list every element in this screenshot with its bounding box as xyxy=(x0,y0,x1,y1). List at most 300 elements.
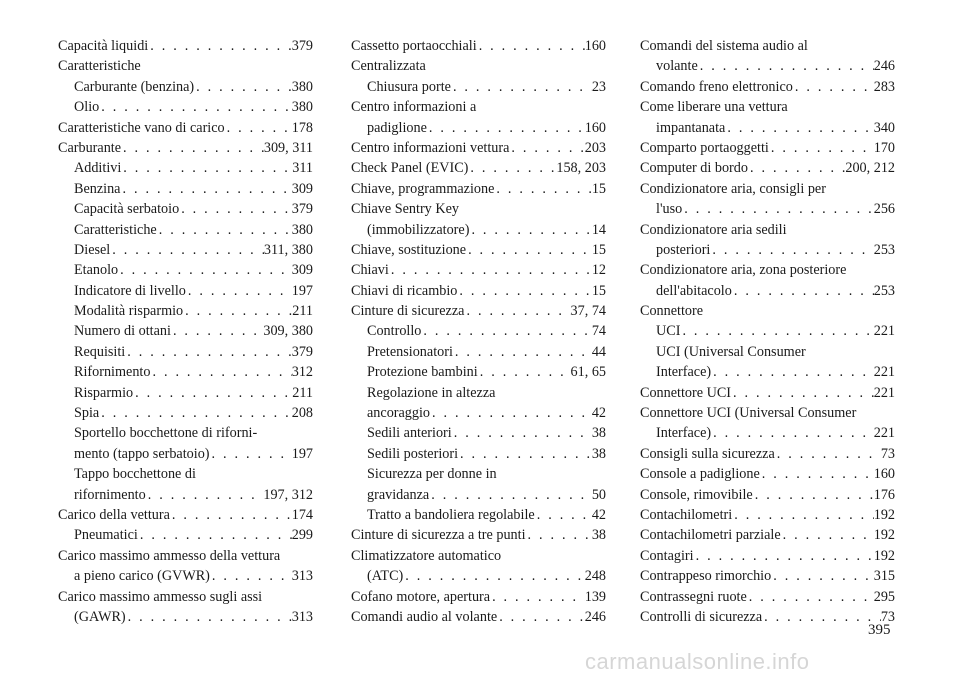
index-entry-label: Connettore xyxy=(640,303,704,320)
index-entry-label: (ATC) xyxy=(367,568,404,585)
dot-leader xyxy=(469,220,591,240)
index-entry-page: 221 xyxy=(873,364,895,381)
index-entry xyxy=(58,464,313,484)
index-entry-label: Climatizzatore automatico xyxy=(351,547,502,564)
dot-leader xyxy=(478,362,571,382)
dot-leader xyxy=(509,138,584,158)
index-entry-label: Capacità liquidi xyxy=(58,38,149,54)
dot-leader xyxy=(775,444,881,464)
index-entry-label: Console a padiglione xyxy=(640,466,760,483)
dot-leader xyxy=(682,199,874,219)
dot-leader xyxy=(725,118,873,138)
dot-leader xyxy=(490,587,585,607)
index-entry-page: 309, 311 xyxy=(263,139,313,156)
dot-leader xyxy=(427,118,585,138)
index-entry xyxy=(58,383,313,403)
dot-leader xyxy=(732,281,874,301)
index-entry-label: Olio xyxy=(74,99,100,116)
index-entry-page: 73 xyxy=(880,445,895,462)
index-entry-label: Requisiti xyxy=(74,343,126,360)
index-entry-label: Comandi audio al volante xyxy=(351,608,498,625)
index-entry-page: 313 xyxy=(291,568,313,585)
index-entry-label: Comando freno elettronico xyxy=(640,78,793,95)
index-column-3 xyxy=(640,36,895,627)
index-entry-page: 38 xyxy=(591,425,606,442)
index-entry xyxy=(351,118,606,138)
index-entry-label: Chiavi xyxy=(351,262,389,279)
dot-leader xyxy=(170,505,292,525)
index-entry-page: 380 xyxy=(291,99,313,116)
index-entry xyxy=(58,77,313,97)
index-entry xyxy=(58,220,313,240)
dot-leader xyxy=(110,240,264,260)
index-entry-label: Controllo xyxy=(367,323,422,340)
index-entry xyxy=(58,138,313,158)
dot-leader xyxy=(710,240,873,260)
index-entry xyxy=(58,118,313,138)
index-entry-label: Chiave Sentry Key xyxy=(351,201,459,218)
index-entry-label: Sicurezza per donne in xyxy=(367,466,497,483)
index-entry-label: Caratteristiche vano di carico xyxy=(58,119,225,136)
index-entry xyxy=(640,321,895,341)
index-entry xyxy=(58,525,313,545)
index-entry xyxy=(640,301,895,321)
index-entry xyxy=(640,464,895,484)
index-entry-label: Rifornimento xyxy=(74,364,151,381)
index-entry xyxy=(640,179,895,199)
dot-leader xyxy=(430,403,592,423)
index-entry-page: 256 xyxy=(873,201,895,218)
dot-leader xyxy=(118,260,292,280)
index-entry-page: 379 xyxy=(291,38,313,54)
page-number: 395 xyxy=(868,622,891,638)
index-column-2 xyxy=(351,36,606,627)
index-entry-page: 380 xyxy=(291,78,313,95)
index-entry-label: Check Panel (EVIC) xyxy=(351,160,469,177)
index-column-1 xyxy=(58,36,313,627)
dot-leader xyxy=(171,321,263,341)
dot-leader xyxy=(694,546,874,566)
index-entry-label: Centro informazioni a xyxy=(351,99,477,116)
index-entry-label: Regolazione in altezza xyxy=(367,384,496,401)
index-entry xyxy=(640,566,895,586)
index-entry-label: Protezione bambini xyxy=(367,364,478,381)
index-entry-page: 379 xyxy=(291,343,313,360)
index-entry xyxy=(640,342,895,362)
index-entry xyxy=(351,383,606,403)
index-entry-page: 313 xyxy=(291,608,313,625)
index-entry xyxy=(351,525,606,545)
index-entry xyxy=(351,77,606,97)
dot-leader xyxy=(494,179,591,199)
index-entry-label: (GAWR) xyxy=(74,608,126,625)
index-entry-label: Capacità serbatoio xyxy=(74,201,180,218)
dot-leader xyxy=(753,485,874,505)
index-entry-label: UCI (Universal Consumer xyxy=(656,343,806,360)
index-entry xyxy=(640,525,895,545)
index-entry-label: UCI xyxy=(656,323,681,340)
index-entry-label: Interface) xyxy=(656,425,712,442)
index-entry-page: 312 xyxy=(291,364,313,381)
index-entry xyxy=(640,281,895,301)
dot-leader xyxy=(711,362,874,382)
index-entry-label: Contrassegni ruote xyxy=(640,588,747,605)
index-entry-page: 211 xyxy=(292,384,313,401)
index-entry xyxy=(640,118,895,138)
dot-leader xyxy=(747,587,874,607)
index-entry xyxy=(58,97,313,117)
index-entry xyxy=(58,342,313,362)
index-entry-label: Condizionatore aria, consigli per xyxy=(640,180,826,197)
index-entry xyxy=(351,281,606,301)
index-entry-page: 221 xyxy=(873,323,895,340)
index-entry-label: Pneumatici xyxy=(74,527,138,544)
index-entry xyxy=(351,607,606,627)
index-entry xyxy=(640,403,895,423)
dot-leader xyxy=(186,281,292,301)
index-entry xyxy=(351,36,606,56)
dot-leader xyxy=(421,321,591,341)
dot-leader xyxy=(99,97,291,117)
index-entry-label: Centro informazioni vettura xyxy=(351,139,510,156)
index-entry-page: 211 xyxy=(292,303,313,320)
index-entry-label: Caratteristiche xyxy=(58,58,141,75)
dot-leader xyxy=(403,566,584,586)
index-entry-label: impantanata xyxy=(656,119,726,136)
index-entry-page: 380 xyxy=(291,221,313,238)
index-entry xyxy=(351,403,606,423)
index-entry xyxy=(58,566,313,586)
dot-leader xyxy=(760,464,874,484)
index-entry-label: dell'abitacolo xyxy=(656,282,732,299)
index-entry-page: 160 xyxy=(584,38,606,54)
index-entry-page: 42 xyxy=(591,405,606,422)
index-entry-label: Cinture di sicurezza a tre punti xyxy=(351,527,526,544)
dot-leader xyxy=(210,444,292,464)
index-entry-label: Carburante (benzina) xyxy=(74,78,195,95)
index-entry-label: Caratteristiche xyxy=(74,221,157,238)
dot-leader xyxy=(389,260,592,280)
index-entry xyxy=(640,505,895,525)
index-entry xyxy=(58,301,313,321)
index-entry xyxy=(351,220,606,240)
index-entry xyxy=(58,485,313,505)
index-entry xyxy=(640,56,895,76)
index-entry xyxy=(351,485,606,505)
index-entry xyxy=(351,56,606,76)
index-entry-label: Sedili anteriori xyxy=(367,425,452,442)
index-entry-page: 192 xyxy=(873,547,895,564)
index-entry-page: 176 xyxy=(873,486,895,503)
index-entry-label: Carico della vettura xyxy=(58,506,170,523)
index-entry-page: 15 xyxy=(591,241,606,258)
dot-leader xyxy=(121,138,264,158)
index-entry xyxy=(640,485,895,505)
index-entry-page: 170 xyxy=(873,139,895,156)
index-entry-page: 192 xyxy=(873,506,895,523)
index-entry xyxy=(351,260,606,280)
index-entry-label: rifornimento xyxy=(74,486,146,503)
dot-leader xyxy=(148,36,291,56)
index-entry-label: Indicatore di livello xyxy=(74,282,186,299)
index-entry-label: Tappo bocchettone di xyxy=(74,466,196,483)
index-entry-label: padiglione xyxy=(367,119,427,136)
index-entry-label: Contachilometri xyxy=(640,506,733,523)
index-entry-page: 44 xyxy=(591,343,606,360)
dot-leader xyxy=(146,485,264,505)
index-entry-label: Console, rimovibile xyxy=(640,486,753,503)
index-entry xyxy=(351,97,606,117)
index-entry-page: 197 xyxy=(291,282,313,299)
index-entry-page: 61, 65 xyxy=(570,364,606,381)
index-entry-label: ancoraggio xyxy=(367,405,431,422)
index-entry xyxy=(58,240,313,260)
dot-leader xyxy=(452,423,592,443)
dot-leader xyxy=(120,179,291,199)
index-entry-label: a pieno carico (GVWR) xyxy=(74,568,210,585)
index-entry-page: 295 xyxy=(873,588,895,605)
index-entry-page: 203 xyxy=(584,139,606,156)
index-entry-label: Chiusura porte xyxy=(367,78,451,95)
index-entry-page: 15 xyxy=(591,282,606,299)
index-entry xyxy=(640,77,895,97)
index-entry-page: 160 xyxy=(873,466,895,483)
index-entry-label: Centralizzata xyxy=(351,58,426,75)
index-entry xyxy=(351,342,606,362)
index-entry-page: 283 xyxy=(873,78,895,95)
index-entry xyxy=(351,321,606,341)
index-entry-page: 12 xyxy=(591,262,606,279)
dot-leader xyxy=(126,607,292,627)
index-entry-label: Carico massimo ammesso della vettura xyxy=(58,547,281,564)
dot-leader xyxy=(464,301,570,321)
index-entry-label: Computer di bordo xyxy=(640,160,748,177)
index-entry xyxy=(351,362,606,382)
index-entry-label: Chiave, sostituzione xyxy=(351,241,467,258)
dot-leader xyxy=(138,525,292,545)
index-entry-page: 246 xyxy=(873,58,895,75)
dot-leader xyxy=(457,281,591,301)
index-entry-label: Chiavi di ricambio xyxy=(351,282,458,299)
index-entry-label: Contrappeso rimorchio xyxy=(640,568,772,585)
index-entry-page: 246 xyxy=(584,608,606,625)
index-entry xyxy=(351,566,606,586)
dot-leader xyxy=(711,423,874,443)
index-entry-label: Etanolo xyxy=(74,262,119,279)
index-entry-page: 340 xyxy=(873,119,895,136)
index-entry xyxy=(640,587,895,607)
index-entry xyxy=(351,546,606,566)
dot-leader xyxy=(769,138,874,158)
index-entry-label: Cinture di sicurezza xyxy=(351,303,465,320)
dot-leader xyxy=(121,158,292,178)
dot-leader xyxy=(535,505,592,525)
index-entry-label: Cassetto portaocchiali xyxy=(351,38,477,54)
index-entry-page: 174 xyxy=(291,506,313,523)
index-entry-label: Comandi del sistema audio al xyxy=(640,38,808,54)
index-entry-page: 42 xyxy=(591,506,606,523)
index-entry xyxy=(640,36,895,56)
index-entry xyxy=(640,240,895,260)
index-entry xyxy=(640,383,895,403)
dot-leader xyxy=(793,77,874,97)
index-entry xyxy=(58,321,313,341)
index-entry xyxy=(351,179,606,199)
index-entry-label: Benzina xyxy=(74,180,121,197)
index-entry xyxy=(640,362,895,382)
index-entry-page: 15 xyxy=(591,180,606,197)
index-entry-label: Connettore UCI xyxy=(640,384,732,401)
index-entry xyxy=(58,56,313,76)
index-entry-page: 160 xyxy=(584,119,606,136)
dot-leader xyxy=(210,566,292,586)
index-entry-page: 253 xyxy=(873,282,895,299)
index-entry-label: Numero di ottani xyxy=(74,323,171,340)
index-entry-label: Carburante xyxy=(58,139,122,156)
index-entry xyxy=(640,158,895,178)
dot-leader xyxy=(477,36,585,56)
index-entry-label: posteriori xyxy=(656,241,711,258)
index-entry xyxy=(58,158,313,178)
index-entry-label: Comparto portaoggetti xyxy=(640,139,769,156)
index-entry xyxy=(351,464,606,484)
index-entry-label: volante xyxy=(656,58,698,75)
index-entry xyxy=(58,260,313,280)
index-entry xyxy=(351,138,606,158)
index-entry-page: 311, 380 xyxy=(263,241,313,258)
dot-leader xyxy=(468,158,556,178)
index-entry-page: 197 xyxy=(291,445,313,462)
dot-leader xyxy=(458,444,592,464)
index-entry-label: Tratto a bandoliera regolabile xyxy=(367,506,535,523)
index-entry xyxy=(640,546,895,566)
index-entry-page: 253 xyxy=(873,241,895,258)
index-entry-page: 139 xyxy=(584,588,606,605)
index-entry xyxy=(351,199,606,219)
index-entry xyxy=(351,423,606,443)
index-entry xyxy=(58,281,313,301)
index-entry-label: Sportello bocchettone di riforni- xyxy=(74,425,258,442)
index-entry-page: 197, 312 xyxy=(263,486,313,503)
index-entry-label: Condizionatore aria, zona posteriore xyxy=(640,262,847,279)
dot-leader xyxy=(781,525,874,545)
index-entry xyxy=(58,587,313,607)
index-entry-label: Chiave, programmazione xyxy=(351,180,495,197)
index-entry-label: Cofano motore, apertura xyxy=(351,588,491,605)
dot-leader xyxy=(183,301,292,321)
index-entry-label: (immobilizzatore) xyxy=(367,221,470,238)
index-entry-page: 37, 74 xyxy=(570,303,606,320)
dot-leader xyxy=(453,342,592,362)
dot-leader xyxy=(429,485,592,505)
index-entry xyxy=(640,444,895,464)
index-entry xyxy=(640,423,895,443)
index-entry-label: Sedili posteriori xyxy=(367,445,459,462)
dot-leader xyxy=(225,118,292,138)
index-entry xyxy=(640,199,895,219)
dot-leader xyxy=(179,199,292,219)
index-entry-label: mento (tappo serbatoio) xyxy=(74,445,210,462)
watermark-text: carmanualsonline.info xyxy=(585,649,810,674)
index-entry-page: 379 xyxy=(291,201,313,218)
dot-leader xyxy=(771,566,874,586)
index-entry-label: Come liberare una vettura xyxy=(640,99,788,116)
dot-leader xyxy=(748,158,845,178)
index-entry-page: 14 xyxy=(591,221,606,238)
dot-leader xyxy=(125,342,291,362)
dot-leader xyxy=(526,525,592,545)
dot-leader xyxy=(466,240,592,260)
index-entry-page: 208 xyxy=(291,405,313,422)
dot-leader xyxy=(451,77,592,97)
index-entry-label: Connettore UCI (Universal Consumer xyxy=(640,405,857,422)
index-entry-page: 299 xyxy=(291,527,313,544)
index-entry-page: 309 xyxy=(291,262,313,279)
index-entry xyxy=(640,607,895,627)
index-entry-page: 309 xyxy=(291,180,313,197)
index-entry-page: 248 xyxy=(584,568,606,585)
index-entry xyxy=(351,240,606,260)
index-entry-page: 73 xyxy=(880,608,895,625)
index-entry xyxy=(640,97,895,117)
index-entry xyxy=(351,444,606,464)
index-entry xyxy=(351,158,606,178)
index-entry-page: 192 xyxy=(873,527,895,544)
index-entry xyxy=(640,260,895,280)
index-entry-page: 221 xyxy=(873,425,895,442)
index-entry xyxy=(58,199,313,219)
index-entry-page: 38 xyxy=(591,445,606,462)
dot-leader xyxy=(157,220,292,240)
dot-leader xyxy=(698,56,874,76)
index-entry xyxy=(351,587,606,607)
dot-leader xyxy=(194,77,292,97)
index-entry-page: 221 xyxy=(873,384,895,401)
index-entry xyxy=(58,505,313,525)
index-entry-label: Risparmio xyxy=(74,384,134,401)
dot-leader xyxy=(150,362,291,382)
index-entry-page: 50 xyxy=(591,486,606,503)
index-entry xyxy=(58,179,313,199)
index-entry xyxy=(351,505,606,525)
index-entry-label: Modalità risparmio xyxy=(74,303,184,320)
index-entry-label: Contachilometri parziale xyxy=(640,527,781,544)
index-entry-label: Diesel xyxy=(74,241,111,258)
index-entry-label: Interface) xyxy=(656,364,712,381)
dot-leader xyxy=(133,383,292,403)
index-entry-page: 315 xyxy=(873,568,895,585)
index-entry-label: Contagiri xyxy=(640,547,694,564)
index-entry-page: 74 xyxy=(591,323,606,340)
index-entry-label: gravidanza xyxy=(367,486,430,503)
index-entry xyxy=(58,36,313,56)
index-entry xyxy=(58,403,313,423)
index-entry-label: l'uso xyxy=(656,201,683,218)
dot-leader xyxy=(732,505,874,525)
index-entry-page: 158, 203 xyxy=(556,160,606,177)
index-entry xyxy=(58,607,313,627)
index-entry xyxy=(58,546,313,566)
index-entry xyxy=(640,220,895,240)
dot-leader xyxy=(762,607,881,627)
index-entry-page: 309, 380 xyxy=(263,323,313,340)
index-entry-label: Spia xyxy=(74,405,100,422)
index-entry-page: 311 xyxy=(292,160,313,177)
index-entry-label: Controlli di sicurezza xyxy=(640,608,763,625)
index-entry-label: Condizionatore aria sedili xyxy=(640,221,787,238)
dot-leader xyxy=(731,383,874,403)
dot-leader xyxy=(680,321,873,341)
